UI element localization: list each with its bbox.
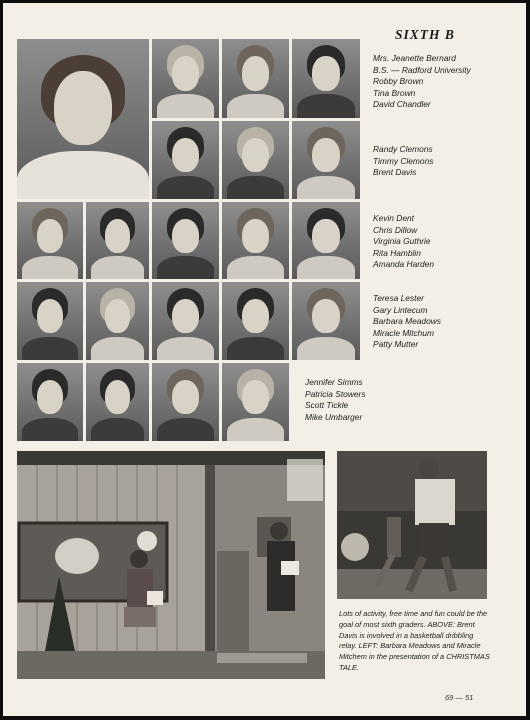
student-portrait [292, 39, 360, 118]
gym-scene [337, 451, 487, 599]
name-line: Miracle Mitchum [373, 327, 434, 338]
classroom-scene [17, 451, 325, 679]
names-row-3 [373, 213, 434, 271]
yearbook-page [3, 3, 526, 716]
page-number: 69 — 51 [445, 693, 474, 702]
name-line: Teresa Lester [373, 293, 424, 303]
student-portrait [152, 121, 219, 199]
student-portrait [86, 363, 149, 441]
student-portrait [17, 363, 83, 441]
student-portrait [292, 282, 360, 360]
name-line: Timmy Clemons [373, 155, 434, 166]
names-row-1 [373, 53, 471, 111]
name-line: Rita Hamblin [373, 247, 421, 258]
name-line: B.S. — Radford University [373, 64, 471, 75]
name-line: Patricia Stowers [305, 388, 366, 399]
names-row-4 [373, 293, 441, 351]
name-line: Brent Davis [373, 167, 417, 177]
student-portrait [86, 202, 149, 279]
basketball-relay-photo [337, 451, 487, 599]
student-portrait [152, 363, 219, 441]
name-line: Mike Umbarger [305, 411, 363, 422]
student-portrait [222, 39, 289, 118]
student-portrait [292, 121, 360, 199]
name-line: Jennifer Simms [305, 377, 363, 387]
student-portrait [152, 282, 219, 360]
name-line: Scott Tickle [305, 400, 349, 410]
student-portrait [152, 39, 219, 118]
name-line: Tina Brown [373, 87, 416, 98]
student-portrait [222, 363, 289, 441]
student-portrait [152, 202, 219, 279]
name-line: Barbara Meadows [373, 316, 441, 326]
photo-caption: Lots of activity, free time and fun could be the goal of most sixth graders. ABOVE: Brent Davis is involved in a basketball dribbling relay. LEFT: Barbara Meadows and Miracle Mitchem in the presentation of a CHRISTMAS TALE. [339, 609, 490, 672]
student-portrait [222, 282, 289, 360]
student-portrait [292, 202, 360, 279]
name-line: Gary Lintecum [373, 304, 428, 315]
name-line: Robby Brown [373, 76, 424, 86]
name-line: Chris Dillow [373, 224, 418, 235]
student-portrait [17, 202, 83, 279]
names-row-5 [305, 377, 366, 423]
name-line: David Chandler [373, 99, 431, 109]
names-row-2 [373, 144, 433, 179]
student-portrait [222, 121, 289, 199]
student-portrait [17, 282, 83, 360]
name-line: Randy Clemons [373, 144, 433, 154]
student-portrait [222, 202, 289, 279]
name-line: Mrs. Jeanette Bernard [373, 53, 456, 63]
name-line: Virginia Guthrie [373, 236, 431, 246]
name-line: Patty Mutter [373, 339, 419, 349]
teacher-portrait [17, 39, 149, 199]
student-portrait [86, 282, 149, 360]
name-line: Amanda Harden [373, 259, 434, 269]
classroom-play-photo [17, 451, 325, 679]
name-line: Kevin Dent [373, 213, 414, 223]
page-title: SIXTH B [395, 27, 455, 42]
